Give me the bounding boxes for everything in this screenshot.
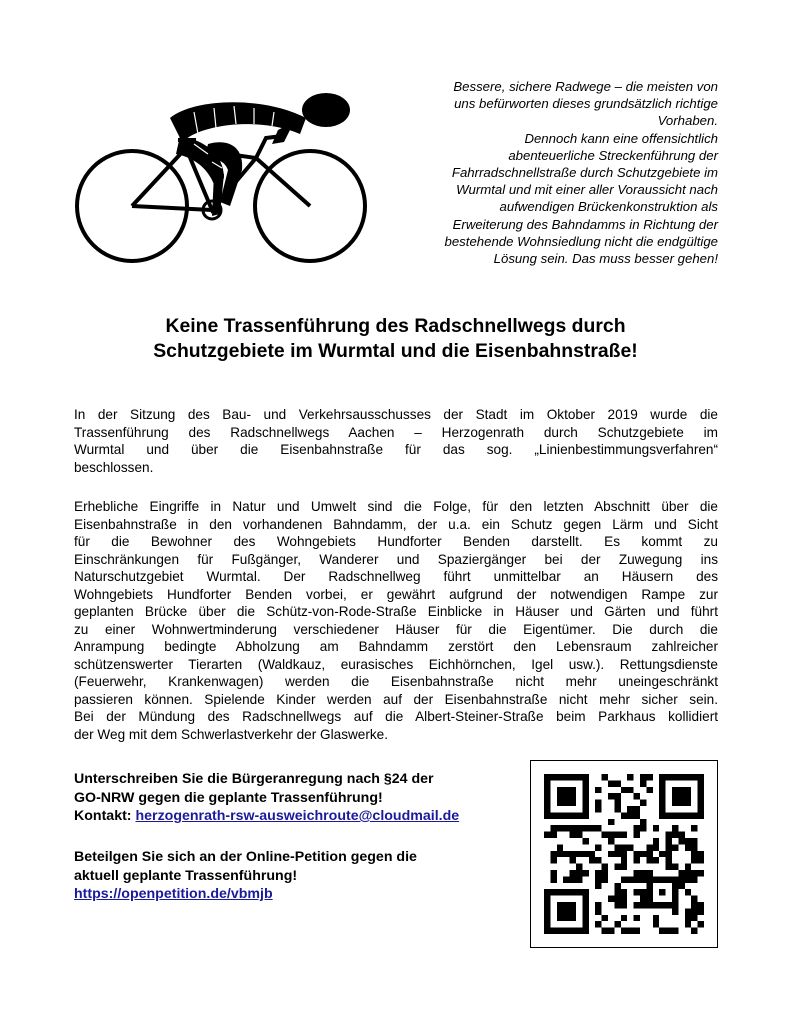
paragraph-decision xyxy=(74,406,718,476)
text-line: Erhebliche Eingriffe in Natur und Umwelt sind die Folge, für den letzten Abschnitt über die xyxy=(74,499,718,514)
qr-code-frame xyxy=(530,760,718,948)
text-line: (Feuerwehr, Krankenwagen) werden die Eisenbahnstraße nicht mehr uneingeschränkt xyxy=(74,674,718,689)
intro-line: Lösung sein. Das muss besser gehen! xyxy=(493,251,718,267)
cta-line: GO-NRW gegen die geplante Trassenführung! xyxy=(74,789,383,806)
text-line: passieren können. Spielende Kinder werden auf der Eisenbahnstraße nicht mehr sicher sein. xyxy=(74,691,718,707)
intro-line: Vorhaben. xyxy=(657,113,718,129)
text-line: beschlossen. xyxy=(74,459,154,475)
page-title xyxy=(60,314,731,364)
text-line: Wurmtal und über die Eisenbahnstraße für das sog. „Linienbestimmungsverfahren“ xyxy=(74,442,718,457)
petition-link[interactable]: https://openpetition.de/vbmjb xyxy=(74,886,273,902)
qr-code-icon xyxy=(544,774,704,934)
intro-line: Wurmtal und mit einer aller Voraussicht nach xyxy=(456,182,718,198)
cyclist-icon xyxy=(74,78,374,268)
text-line: Bei der Mündung des Radschnellwegs auf die Albert-Steiner-Straße beim Parkhaus kollidiert xyxy=(74,709,718,724)
text-line: Wohngebiets Hundforter Benden vorbei, er gewährt aufgrund der notwendigen Rampe zur xyxy=(74,586,718,602)
contact-label: Kontakt: xyxy=(74,808,132,824)
intro-quote xyxy=(378,78,718,267)
intro-line: bestehende Wohnsiedlung nicht die endgültige xyxy=(444,233,718,249)
text-line: zu einer Wohnwertminderung verschiedener Häuser für die Eigentümer. Die durch die xyxy=(74,621,718,637)
intro-line: Dennoch kann eine offensichtlich xyxy=(524,130,718,146)
text-line: Anrampung bedingte Abholzung am Bahndamm zerstört den Lebensraum zahlreicher xyxy=(74,639,718,654)
cta-line: Beteilgen Sie sich an der Online-Petition gegen die xyxy=(74,849,417,865)
text-line: Naturschutzgebiet Wurmtal. Der Radschnellweg führt unmittelbar an Häusern des xyxy=(74,569,718,584)
petition-call-to-action xyxy=(74,848,534,904)
text-line: In der Sitzung des Bau- und Verkehrsausschusses der Stadt im Oktober 2019 wurde die xyxy=(74,407,718,422)
text-line: Einschränkungen für Fußgänger, Wanderer und Spaziergänger bei der Zuwegung ins xyxy=(74,551,718,567)
paragraph-consequences xyxy=(74,498,718,743)
intro-line: Fahrradschnellstraße durch Schutzgebiete im xyxy=(451,165,718,181)
text-line: für die Bewohner des Wohngebiets Hundforter Benden darstellt. Es kommt zu xyxy=(74,534,718,549)
intro-line: aufwendigen Brückenkonstruktion als xyxy=(499,199,718,215)
text-line: Eisenbahnstraße in den vorhandenen Bahndamm, der u.a. ein Schutz gegen Lärm und Sicht xyxy=(74,516,718,532)
intro-line: uns befürworten dieses grundsätzlich richtige xyxy=(454,96,718,112)
text-line: geplanten Brücke über die Schütz-von-Rode-Straße Einblicke in Häuser und Gärten und führt xyxy=(74,604,718,619)
text-line: schützenswerter Tierarten (Waldkauz, eurasisches Eichhörnchen, Igel usw.). Rettungsdienste xyxy=(74,656,718,672)
contact-email-link[interactable]: herzogenrath-rsw-ausweichroute@cloudmail.de xyxy=(135,808,460,824)
text-line: der Weg mit dem Schwerlastverkehr der Glaswerke. xyxy=(74,726,389,742)
intro-line: Bessere, sichere Radwege – die meisten von xyxy=(453,79,718,94)
contact-line xyxy=(74,807,534,826)
title-line-2: Schutzgebiete im Wurmtal und die Eisenbahnstraße! xyxy=(153,340,638,362)
cta-line: Unterschreiben Sie die Bürgeranregung nach §24 der xyxy=(74,771,434,787)
intro-line: abenteuerliche Streckenführung der xyxy=(508,147,718,163)
cta-line: aktuell geplante Trassenführung! xyxy=(74,867,298,884)
intro-line: Erweiterung des Bahndamms in Richtung der xyxy=(452,216,718,232)
text-line: Trassenführung des Radschnellwegs Aachen – Herzogenrath durch Schutzgebiete im xyxy=(74,424,718,440)
sign-call-to-action xyxy=(74,770,534,826)
title-line-1: Keine Trassenführung des Radschnellwegs durch xyxy=(165,315,626,337)
